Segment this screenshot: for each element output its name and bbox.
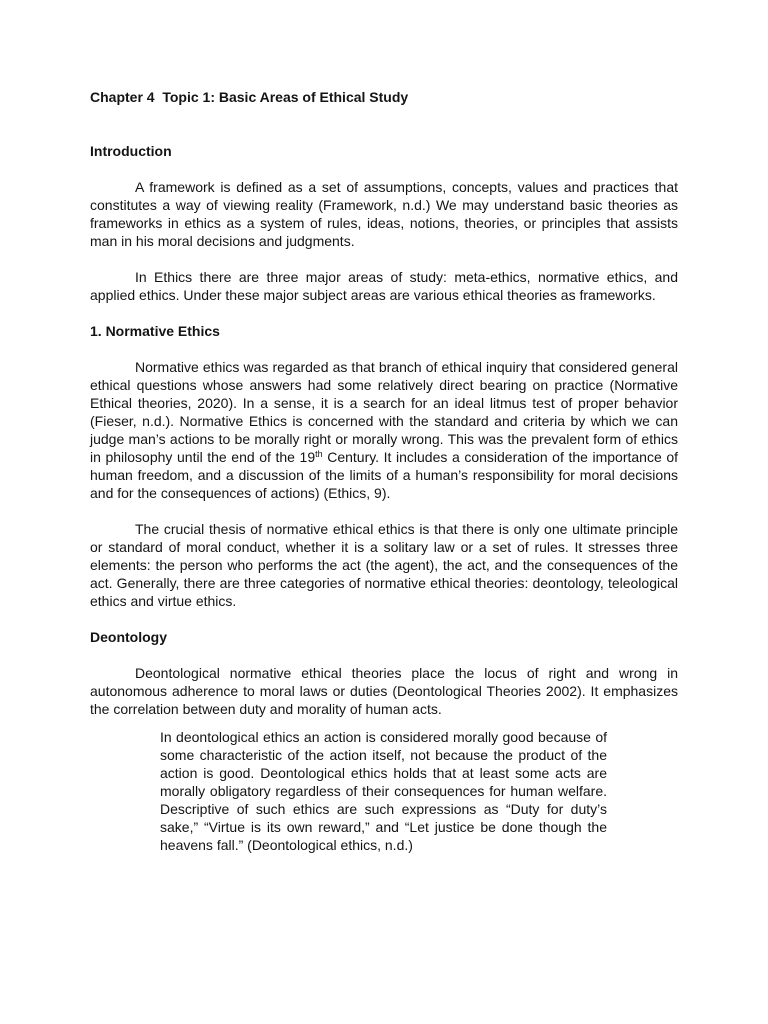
normative-ethics-paragraph-1 (90, 358, 678, 502)
normative-ethics-paragraph-2: The crucial thesis of normative ethical ethics is that there is only one ultimate principle or standard of moral conduct, whether it is a solitary law or a set of rules. It stresses three elements: the person who performs the act (the agent), the act, and the consequences of the act. Generally, there are three categories of normative ethical theories: deontology, teleological ethics and virtue ethics. (90, 521, 678, 609)
normative-ethics-heading: 1. Normative Ethics (90, 323, 220, 339)
document-page (90, 88, 678, 854)
normative-text-part-1: Normative ethics was regarded as that branch of ethical inquiry that considered general ethical questions whose answers had some relatively direct bearing on practice (Normative Ethical theories, 2020). In a sense, it is a search for an ideal litmus test of proper behavior (Fieser, n.d.). Normative Ethics is concerned with the standard and criteria by which we can judge man’s actions to be morally right or morally wrong. This was the prevalent form of ethics in philosophy until the end of the 19 (90, 359, 678, 465)
deontology-block-quote: In deontological ethics an action is considered morally good because of some characteristic of the action itself, not because the product of the action is good. Deontological ethics holds that at least some acts are morally obligatory regardless of their consequences for human welfare. Descriptive of such ethics are such expressions as “Duty for duty’s sake,” “Virtue is its own reward,” and “Let justice be done though the heavens fall.” (Deontological ethics, n.d.) (160, 729, 607, 853)
introduction-paragraph-1: A framework is defined as a set of assumptions, concepts, values and practices that constitutes a way of viewing reality (Framework, n.d.) We may understand basic theories as frameworks in ethics as a system of rules, ideas, notions, theories, or principles that assists man in his moral decisions and judgments. (90, 179, 678, 249)
normative-text-part-2: Century. It includes a consideration of the importance of human freedom, and a discussion of the limits of a human’s responsibility for moral decisions and for the consequences of actions) (Ethics, 9). (90, 449, 678, 501)
deontology-paragraph-1: Deontological normative ethical theories place the locus of right and wrong in autonomous adherence to moral laws or duties (Deontological Theories 2002). It emphasizes the correlation between duty and morality of human acts. (90, 665, 678, 717)
introduction-paragraph-2: In Ethics there are three major areas of study: meta-ethics, normative ethics, and applied ethics. Under these major subject areas are various ethical theories as frameworks. (90, 269, 678, 303)
page-title: Chapter 4 Topic 1: Basic Areas of Ethical Study (90, 89, 409, 105)
introduction-heading: Introduction (90, 143, 172, 159)
ordinal-superscript: th (315, 449, 323, 459)
deontology-heading: Deontology (90, 629, 167, 645)
